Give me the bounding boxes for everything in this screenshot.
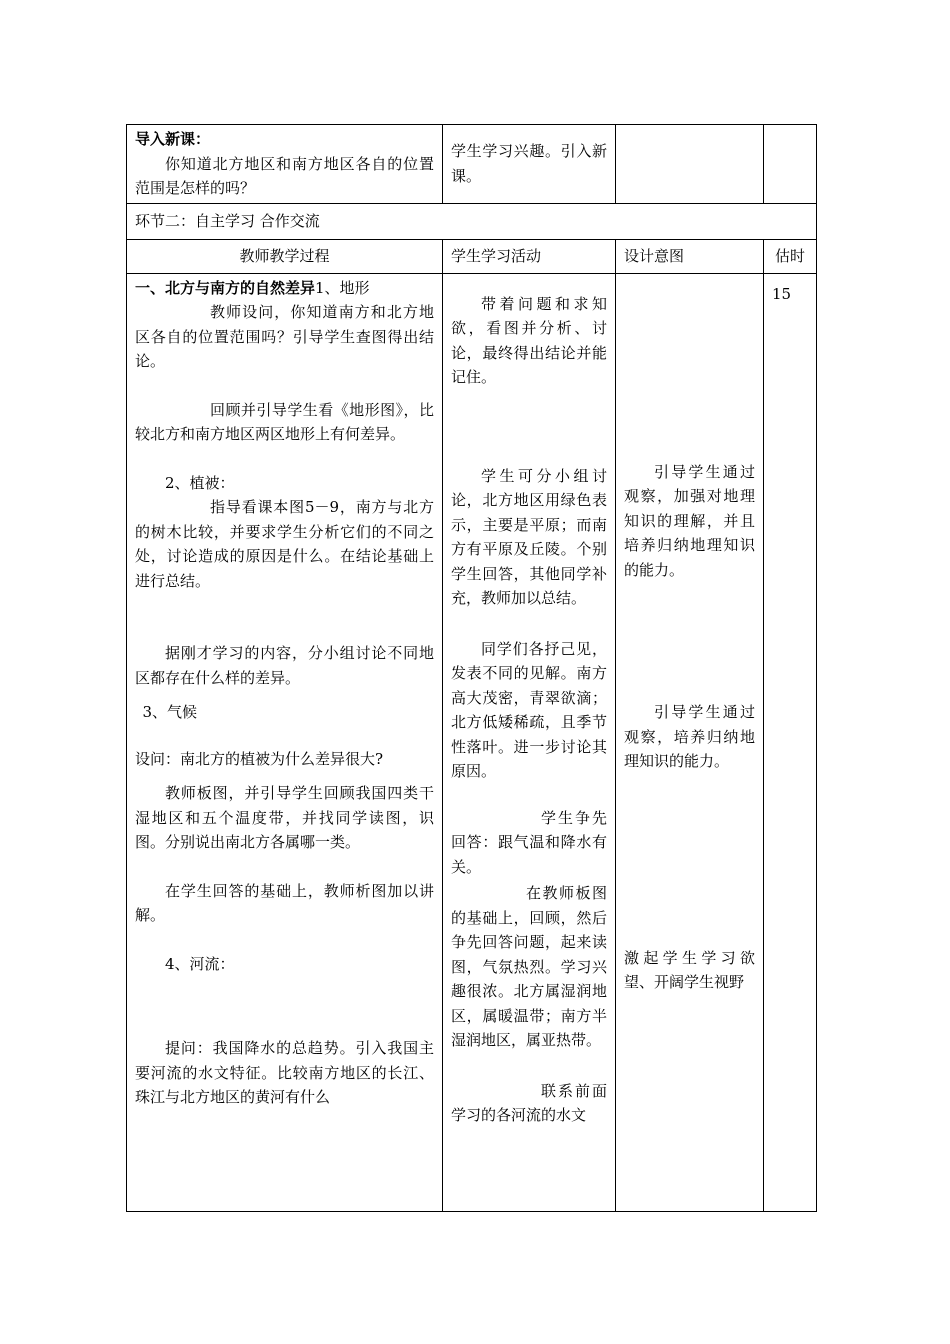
header-row bbox=[127, 239, 817, 273]
section-row bbox=[127, 203, 817, 239]
intro-teacher-text: 你知道北方地区和南方地区各自的位置范围是怎样的吗？ bbox=[135, 154, 434, 197]
student-s2: 学生可分小组讨论，北方地区用绿色表示，主要是平原；而南方有平原及丘陵。个别学生回答，其他同学补充，教师加以总结。 bbox=[451, 466, 607, 607]
time-t1: 15 bbox=[772, 284, 792, 303]
student-activity-cell bbox=[443, 273, 616, 1211]
teacher-p3: 指导看课本图5－9，南方与北方的树木比较，并要求学生分析它们的不同之处，讨论造成的原因是什么。在结论基础上进行总结。 bbox=[135, 498, 434, 590]
design-intent-cell bbox=[616, 273, 764, 1211]
teacher-heading bbox=[135, 276, 434, 301]
teacher-p3-title: 2、植被： bbox=[165, 473, 235, 492]
teacher-p1: 教师设问，你知道南方和北方地区各自的位置范围吗？引导学生查图得出结论。 bbox=[135, 303, 434, 370]
design-d2: 引导学生通过观察，培养归纳地理知识的能力。 bbox=[624, 703, 755, 770]
design-d3: 激起学生学习欲望、开阔学生视野 bbox=[624, 948, 755, 991]
teacher-heading-bold: 一、北方与南方的自然差异 bbox=[135, 278, 316, 297]
design-d1: 引导学生通过观察，加强对地理知识的理解，并且培养归纳地理知识的能力。 bbox=[624, 462, 755, 579]
student-s4: 学生争先回答：跟气温和降水有关。 bbox=[451, 808, 607, 876]
teacher-p5: 设问：南北方的植被为什么差异很大? bbox=[135, 749, 384, 768]
section-title: 环节二：自主学习 合作交流 bbox=[127, 203, 817, 239]
student-s3: 同学们各抒己见，发表不同的见解。南方高大茂密，青翠欲滴；北方低矮稀疏，且季节性落叶。进一步讨论其原因。 bbox=[451, 639, 607, 780]
header-teacher: 教师教学过程 bbox=[127, 239, 443, 273]
intro-student-text: 学生学习兴趣。引入新课。 bbox=[451, 142, 607, 185]
time-cell bbox=[764, 273, 817, 1211]
content-row bbox=[127, 273, 817, 1211]
student-s1: 带着问题和求知欲，看图并分析、讨论，最终得出结论并能记住。 bbox=[451, 294, 607, 386]
intro-time-cell bbox=[764, 125, 817, 204]
lesson-plan-table bbox=[126, 124, 817, 1212]
teacher-p7: 在学生回答的基础上，教师析图加以讲解。 bbox=[135, 881, 434, 924]
intro-teacher-cell bbox=[127, 125, 443, 204]
teacher-p2: 回顾并引导学生看《地形图》，比较北方和南方地区两区地形上有何差异。 bbox=[135, 400, 434, 443]
header-time: 估时 bbox=[764, 239, 817, 273]
teacher-p5-title: 3、气候 bbox=[142, 703, 198, 721]
student-s6: 联系前面学习的各河流的水文 bbox=[451, 1081, 607, 1124]
teacher-p4: 据刚才学习的内容，分小组讨论不同地区都存在什么样的差异。 bbox=[135, 644, 434, 687]
teacher-p6: 教师板图，并引导学生回顾我国四类干湿地区和五个温度带，并找同学读图，识图。分别说出南北方各属哪一类。 bbox=[135, 784, 434, 851]
header-student: 学生学习活动 bbox=[443, 239, 616, 273]
intro-row bbox=[127, 125, 817, 204]
teacher-heading-rest: 1、地形 bbox=[315, 278, 370, 297]
student-s5: 在教师板图的基础上，回顾，然后争先回答问题，起来读图，气氛热烈。学习兴趣很浓。北方属湿润地区，属暖温带；南方半湿润地区，属亚热带。 bbox=[451, 884, 607, 1049]
teacher-p8: 提问：我国降水的总趋势。引入我国主要河流的水文特征。比较南方地区的长江、珠江与北方地区的黄河有什么 bbox=[135, 1039, 434, 1106]
header-design: 设计意图 bbox=[616, 239, 764, 273]
teacher-p8-title: 4、河流： bbox=[165, 954, 235, 973]
intro-heading: 导入新课： bbox=[135, 130, 211, 148]
intro-student-cell bbox=[443, 125, 616, 204]
intro-design-cell bbox=[616, 125, 764, 204]
teacher-process-cell bbox=[127, 273, 443, 1211]
